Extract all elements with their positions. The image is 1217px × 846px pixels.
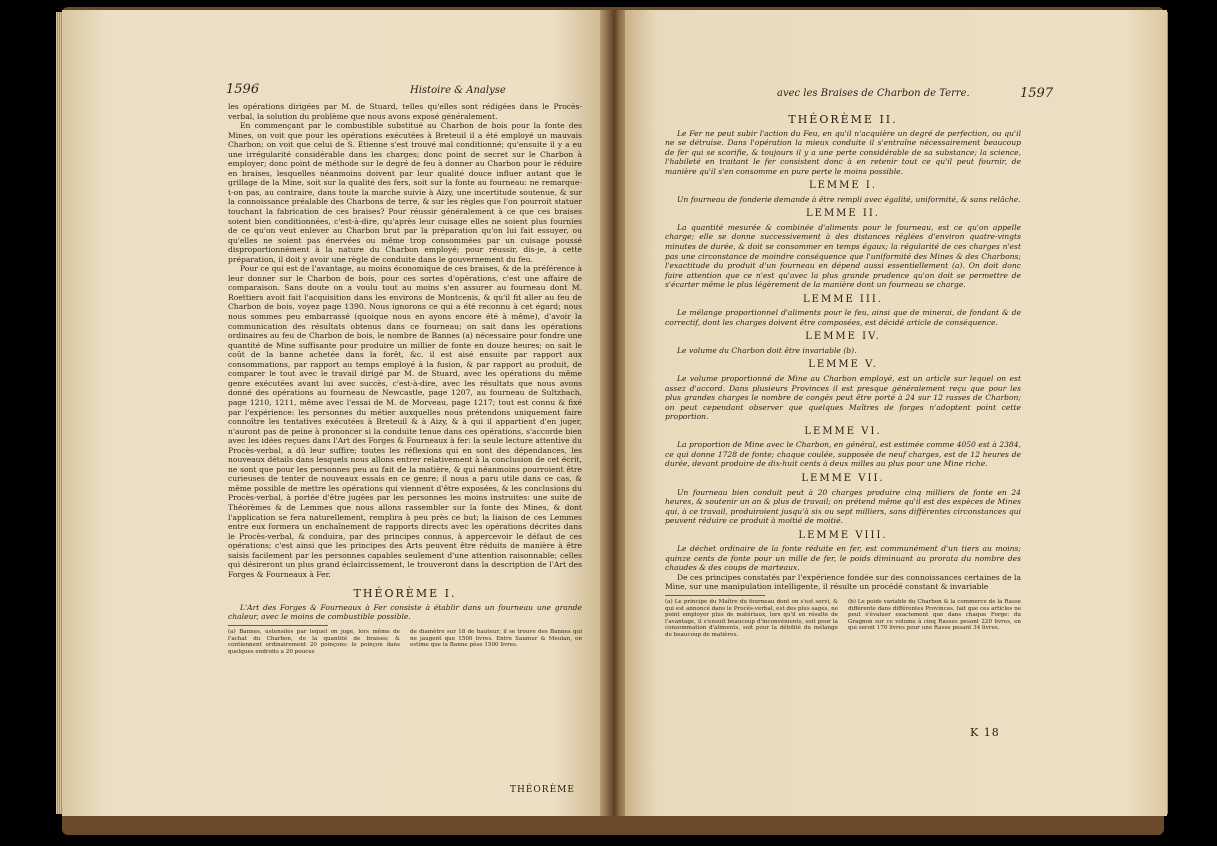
theorem-2-text: Le Fer ne peut subir l'action du Feu, en qu'il n'acquière un degré de perfection, ou qu'il ne se détruise. Dans l'opération la mieux conduite il s'entraîne nécessairement beaucoup de fer qui se scorifie, & toujours il y a une perte considérable de sa substance; la science, l'habileté en traitant le fer consistent donc à en retenir tout ce qu'il peut fournir, de manière qu'il s'en consomme en pure perte le moins possible. (665, 128, 1021, 176)
lemma-5-text: Le volume proportionné de Mine au Charbon employé, est un article sur lequel on est assez d'accord. Dans plusieurs Provinces il est presque généralement reçu que pour les plus grandes charges le nombre de congés peut être porté à 24 sur 12 rasses de Charbon; on peut cependant observer que quelques Maîtres de forges n'adoptent point cette proportion. (665, 374, 1021, 422)
left-paragraph-1: les opérations dirigées par M. de Stuard, telles qu'elles sont rédigées dans le Procès-verbal, la solution du problème que nous avons exposé généralement. (228, 102, 582, 121)
right-page (625, 10, 1167, 816)
right-page-number: 1597 (1020, 86, 1054, 101)
lemma-7-heading: LEMME VII. (801, 472, 885, 484)
lemma-3-heading: LEMME III. (803, 293, 883, 305)
right-running-head: avec les Braises de Charbon de Terre. (777, 88, 970, 99)
lemma-1-heading: LEMME I. (808, 180, 878, 192)
lemma-2-heading: LEMME II. (806, 208, 880, 220)
lemma-8-text: Le déchet ordinaire de la fonte réduite en fer, est communément d'un tiers au moins; quinze cents de fonte pour un mille de fer, le poids diminuant au prorata du nombre des chaudes & des coups de marteaux. (665, 544, 1021, 573)
lemma-4-heading: LEMME IV. (805, 331, 881, 343)
left-footnote-a: (a) Bannes, ustensiles par lequel on juge, lors même de l'achat du Charbon, de la quantité de braises; & contiennent ordinairement 20 poinçons: le poinçon dans quelques endroits a 20 pouces (228, 628, 400, 655)
left-footnote-a-cont: de diamètre sur 18 de hauteur; il se trouve des Bannes qui ne jaugent que 1500 livres. Entre Saumur & Meulan, on estime que la Banne pèse 1500 livres. (410, 628, 582, 649)
left-paragraph-2: En commençant par le combustible substitué au Charbon de bois pour la fonte des Mines, on voit que pour les opérations exécutées à Breteuil il a été employé un mauvais Charbon; on voit que celui de S. Etienne s'est trouvé mal conditionné; qu'ensuite il y a eu une irrégularité considérable dans les charges; donc point de secret sur le Charbon à employer; donc point de méthode sur le degré de feu à donner au Charbon pour le réduire en braises, lesquelles néanmoins doivent par leur qualité douce influer autant que le grillage de la Mine, soit sur la qualité des fers, soit sur la fonte au fourneau: ne remarque-t-on pas, au contraire, dans toute la marche suivie à Aizy, une incertitude soutenue, & sur la connoissance préalable des Charbons de terre, & sur les règles que l'on pourroit statuer touchant la fabrication de ces braises? Pour réussir généralement à ce que ces braises soient bien conditionnées, c'est-à-dire, qu'après leur cuisage elles ne soient plus fournies de ce qu'on veut enlever au Charbon brut par la préparation qu'on lui fait essuyer, ou qu'elles ne soient pas énervées ou même trop consommées par un cuisage poussé disproportionnément à la nature du Charbon employé; pour réussir, dis-je, à cette préparation, il doit y avoir une règle de conduite dans le gouvernement du feu. (228, 121, 582, 264)
footnote-rule (228, 625, 328, 626)
left-text-column (228, 102, 582, 655)
theorem-1-heading: THÉORÈME I. (353, 587, 457, 601)
signature-mark: K 18 (970, 726, 1000, 739)
right-text-column (665, 110, 1021, 639)
lemma-5-heading: LEMME V. (808, 359, 878, 371)
left-page-number: 1596 (226, 82, 260, 97)
left-footnotes (228, 629, 582, 655)
right-footnotes (665, 599, 1021, 639)
left-page (62, 10, 607, 816)
lemma-4-text: Le volume du Charbon doit être invariable (b). (677, 345, 857, 355)
closing-paragraph: De ces principes constatés par l'expérience fondée sur des connoissances certaines de la Mine, sur une manipulation intelligente, il résulte un procédé constant & invariable (665, 572, 1021, 592)
lemma-2-text: La quantité mesurée & combinée d'aliments pour le fourneau, est ce qu'on appelle charge; elle se donne successivement à des distances réglées d'environ quatre-vingts minutes de durée, & doit se consommer en temps égaux; la régularité de ces charges n'est pas une circonstance de moindre conséquence que l'uniformité des Mines & des Charbons; l'exactitude du produit d'un fourneau en dépend aussi essentiellement (a). On doit donc faire attention que ce n'est qu'avec la plus grande prudence qu'on doit se permettre de s'écarter même le plus légèrement de la manière dont un fourneau se charge. (665, 222, 1021, 290)
lemma-6-heading: LEMME VI. (804, 425, 882, 437)
theorem-2-heading: THÉORÈME II. (788, 113, 898, 126)
right-footnote-rule (665, 595, 765, 596)
theorem-1-text: L'Art des Forges & Fourneaux à Fer consiste à établir dans un fourneau une grande chaleur, avec le moins de combustible possible. (228, 602, 582, 622)
lemma-1-text: Un fourneau de fonderie demande à être rempli avec égalité, uniformité, & sans relâche. (677, 194, 1021, 204)
right-footnote-b: (b) Le poids variable du Charbon & la commerce de la Rasse différente dans différentes Provinces, fait que ces articles ne peut s'évaluer exactement que dans chaque Forge: du Gragnon sur ce volume à cinq Rasses pesant 220 livres, en qui seroit 170 livres pour une Rasse pesant 34 livres. (848, 598, 1021, 632)
left-paragraph-3: Pour ce qui est de l'avantage, au moins économique de ces braises, & de la préférence à leur donner sur le Charbon de bois, pour ces sortes d'opérations, c'est une affaire de comparaison. Sans doute on a voulu tout au moins s'en assurer au fourneau dont M. Roettiers avoit fait l'acquisition dans les environs de Montcenis, & qu'il fit aller au feu de Charbon de bois, voyez page 1390. Nous ignorons ce qui a été reconnu à cet égard; nous nous sommes peu embarrassé (quoique nous en ayons encore été à même), d'avoir la communication des résultats obtenus dans ce fourneau; on sait dans les opérations ordinaires au feu de Charbon de bois, le nombre de Bannes (a) nécessaire pour fondre une quantité de Mine suffisante pour produire un millier de fonte en douze heures; on sait le coût de la banne achetée dans la forêt, &c. il est aisé ensuite par rapport aux consommations, par rapport au temps employé à la fusion, & par rapport au produit, de comparer le tout avec le travail dirigé par M. de Stuard, avec les opérations du même genre exécutées avant lui avec succès, c'est-à-dire, avec les résultats que nous avons donné des opérations au fourneau de Newcastle, page 1207, au fourneau de Sultzbach, page 1210, 1211, même avec l'essai de M. de Morveau, page 1217; tout est connu & fixé par l'expérience: les personnes du métier auxquelles nous prétendons uniquement faire connoître les tentatives exécutées à Breteuil & à Aizy, & à qui il appartient d'en juger, n'auront pas de peine à prononcer si la conduite tenue dans ces opérations, s'accorde bien avec les idées reçues dans l'Art des Forges & Fourneaux à fer: la seule lecture attentive du Procès-verbal, a dû leur suffire; toutes les réflexions qui en sont des dépendances, les nouveaux détails dans lesquels nous allons entrer relativement à la conclusion de cet écrit, ne sont que pour les personnes peu au fait de la matière, & qui néanmoins pourroient être curieuses de tenter de nouveaux essais en ce genre; il nous a paru utile dans ce cas, & même possible de mettre les opérations qui viennent d'être exposées, & les conclusions du Procès-verbal, à portée d'être jugées par les personnes les moins instruites: une suite de Théorèmes & de Lemmes que nous allons rassembler sur la fonte des Mines, & dont l'application se fera naturellement, remplira à peu près ce but; la liaison de ces Lemmes entre eux formera un enchaînement de rapports directs avec les opérations décrites dans le Procès-verbal, & conduira, par des principes connus, à appercevoir le défaut de ces opérations; c'est ainsi que les principes des Arts peuvent être réduits de manière à être saisis facilement par les personnes capables seulement d'une attention raisonnable; celles qui désireront un plus grand éclaircissement, le trouveront dans la description de l'Art des Forges & Fourneaux à Fer. (228, 264, 582, 579)
lemma-6-text: La proportion de Mine avec le Charbon, en général, est estimée comme 4050 est à 2384, ce qui donne 1728 de fonte; chaque coulée, supposée de neuf charges, est de 12 heures de durée, devant produire de dix-huit cents à deux milles au plus pour une Mine riche. (665, 440, 1021, 469)
left-running-head: Histoire & Analyse (410, 85, 506, 96)
right-footnote-a: (a) Le principe du Maître du fourneau dont on s'est servi, & qui est annoncé dans le Procès-verbal, est des plus sages, ne point employer plus de matériaux, lors qu'il en résulte de l'avantage, il s'ensuit beaucoup d'inconvénients, soit pour la consommation d'aliments, soit pour la débilité du mélange de beaucoup de matières. (665, 598, 838, 638)
left-catchword: THÉORÈME (510, 785, 575, 795)
lemma-8-heading: LEMME VIII. (798, 529, 888, 541)
lemma-7-text: Un fourneau bien conduit peut à 20 charges produire cinq milliers de fonte en 24 heures, & soutenir un an & plus de travail; on prétend même qu'il est des espèces de Mines qui, à ce travail, produiroient jusqu'à six ou sept milliers, sans différentes circonstances qui peuvent réduire ce produit à moitié de moitié. (665, 487, 1021, 526)
lemma-3-text: Le mélange proportionnel d'aliments pour le feu, ainsi que de minerai, de fondant & de correctif, dont les charges doivent être composées, est décidé article de conséquence. (665, 308, 1021, 327)
